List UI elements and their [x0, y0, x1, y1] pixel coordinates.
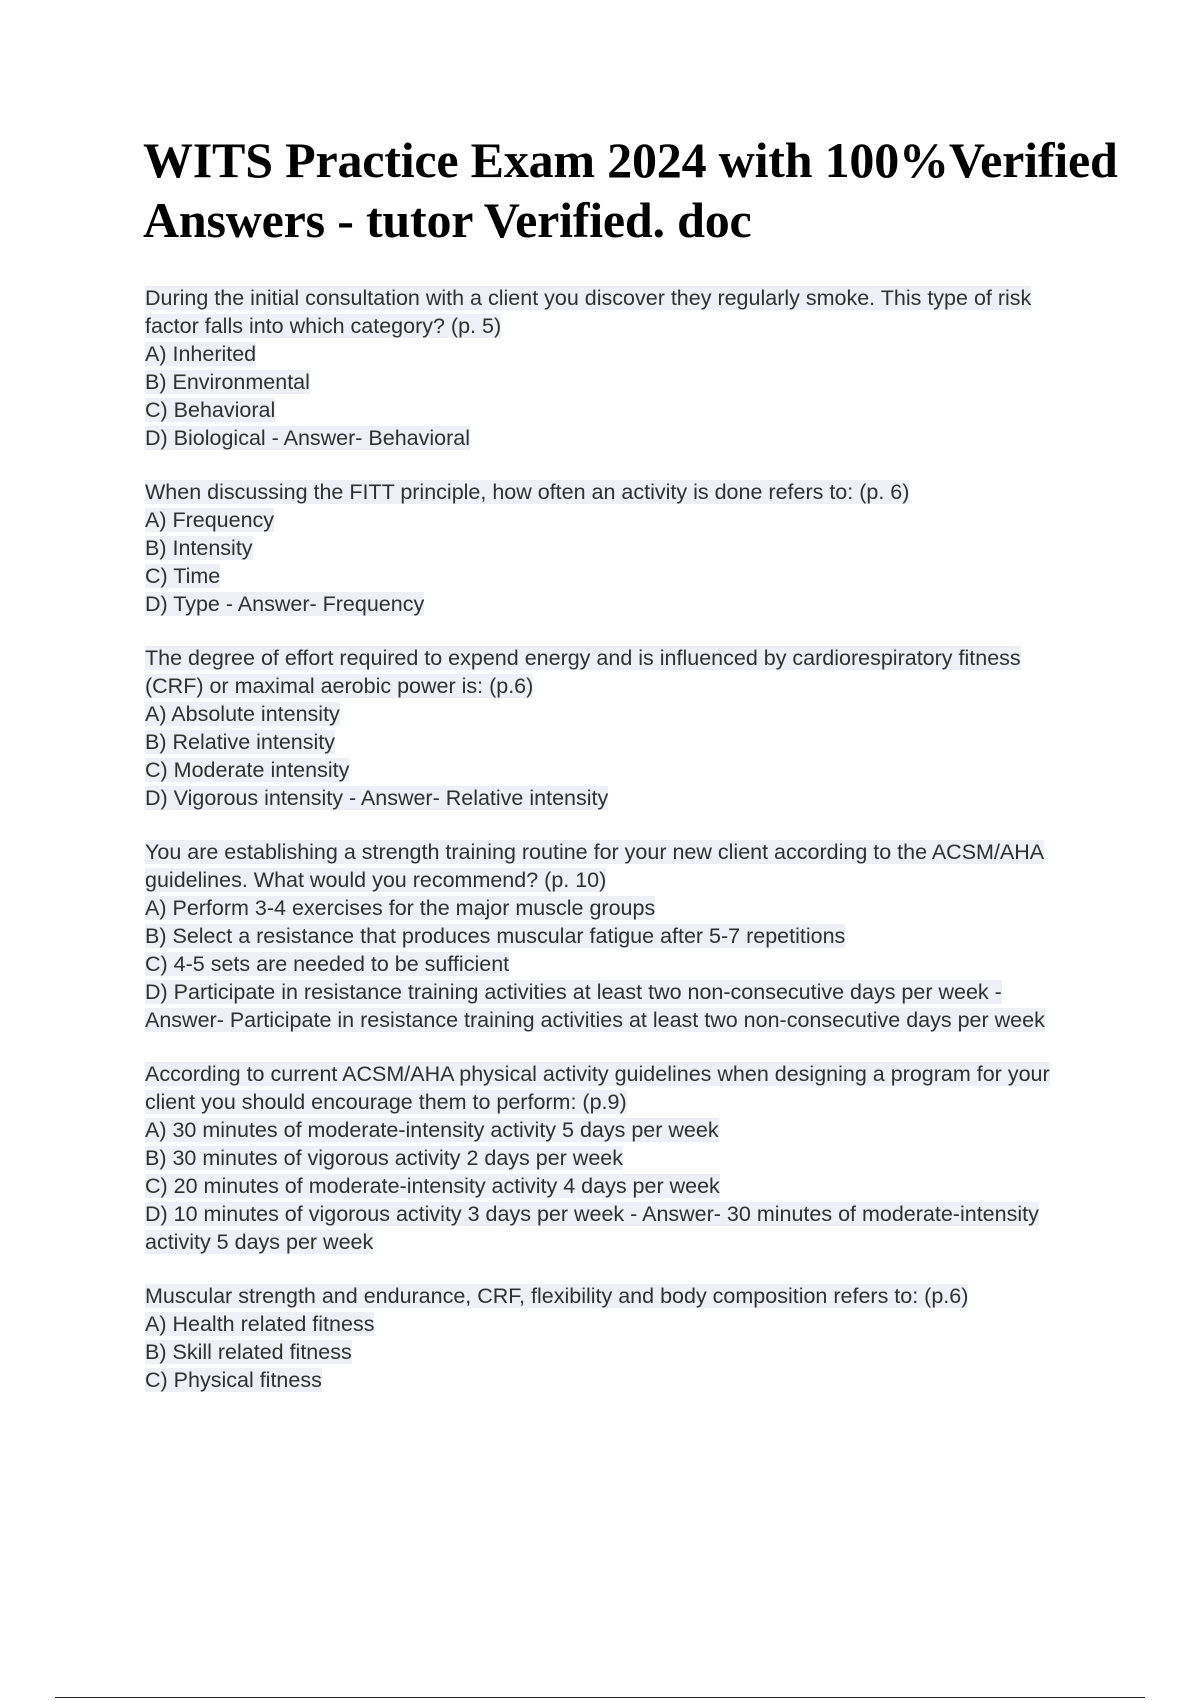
answer-option: A) Health related fitness [145, 1312, 375, 1336]
question-text: When discussing the FITT principle, how often an activity is done refers to: (p. 6) [145, 480, 910, 504]
answer-option-with-answer: D) 10 minutes of vigorous activity 3 days per week - Answer- 30 minutes of moderate-intensity activity 5 days per week [145, 1202, 1039, 1254]
answer-option: B) Skill related fitness [145, 1340, 352, 1364]
answer-option: A) Frequency [145, 508, 275, 532]
answer-option: B) Relative intensity [145, 730, 335, 754]
question-block [145, 838, 1085, 1034]
answer-option: A) Absolute intensity [145, 702, 340, 726]
question-block [145, 644, 1085, 812]
answer-option: A) 30 minutes of moderate-intensity activity 5 days per week [145, 1118, 719, 1142]
answer-option-with-answer: D) Vigorous intensity - Answer- Relative intensity [145, 786, 609, 810]
answer-option: C) Behavioral [145, 398, 276, 422]
answer-option: C) Physical fitness [145, 1368, 322, 1392]
answer-option: C) Time [145, 564, 221, 588]
question-block [145, 1282, 1085, 1394]
document-title-line-1: WITS Practice Exam 2024 with 100%Verified [143, 132, 1118, 188]
answer-option-with-answer: D) Type - Answer- Frequency [145, 592, 425, 616]
answer-option-with-answer: D) Biological - Answer- Behavioral [145, 426, 471, 450]
question-text: The degree of effort required to expend energy and is influenced by cardiorespiratory fitness (CRF) or maximal aerobic power is: (p.6) [145, 646, 1021, 698]
footer-divider [55, 1697, 1145, 1698]
question-text: Muscular strength and endurance, CRF, flexibility and body composition refers to: (p.6) [145, 1284, 969, 1308]
answer-option-with-answer: D) Participate in resistance training activities at least two non-consecutive days per week - Answer- Participate in resistance training activities at least two non-consecutive days per week [145, 980, 1045, 1032]
question-list [145, 284, 1085, 1420]
question-block [145, 1060, 1085, 1256]
answer-option: B) Environmental [145, 370, 310, 394]
answer-option: C) Moderate intensity [145, 758, 350, 782]
question-block [145, 478, 1085, 618]
question-block [145, 284, 1085, 452]
answer-option: B) Select a resistance that produces muscular fatigue after 5-7 repetitions [145, 924, 846, 948]
question-text: During the initial consultation with a client you discover they regularly smoke. This type of risk factor falls into which category? (p. 5) [145, 286, 1032, 338]
answer-option: B) Intensity [145, 536, 253, 560]
question-text: According to current ACSM/AHA physical activity guidelines when designing a program for your client you should encourage them to perform: (p.9) [145, 1062, 1050, 1114]
answer-option: A) Inherited [145, 342, 257, 366]
answer-option: C) 4-5 sets are needed to be sufficient [145, 952, 510, 976]
answer-option: B) 30 minutes of vigorous activity 2 days per week [145, 1146, 623, 1170]
document-title-line-2: Answers - tutor Verified. doc [143, 192, 752, 248]
answer-option: C) 20 minutes of moderate-intensity activity 4 days per week [145, 1174, 720, 1198]
answer-option: A) Perform 3-4 exercises for the major muscle groups [145, 896, 656, 920]
document-title [143, 130, 1183, 250]
question-text: You are establishing a strength training routine for your new client according to the ACSM/AHA guidelines. What would you recommend? (p. 10) [145, 840, 1045, 892]
